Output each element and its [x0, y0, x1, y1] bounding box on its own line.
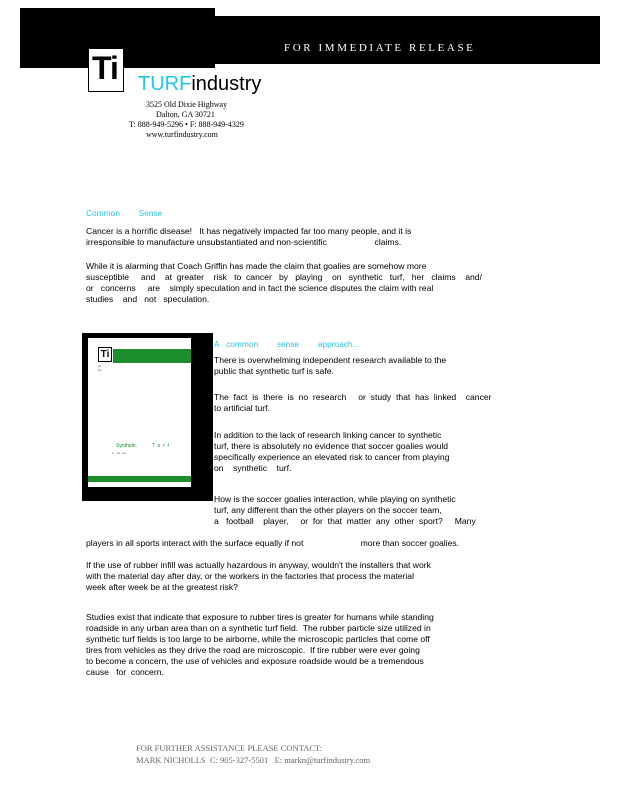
- text-line: turf, there is absolutely no evidence that soccer goalies would: [214, 441, 449, 451]
- paragraph: [86, 612, 526, 678]
- heading-common-sense-approach: A common sense approach...: [214, 339, 360, 349]
- text-line: The fact is there is no research or study that has linked cancer: [214, 392, 492, 402]
- paragraph: [214, 494, 534, 527]
- paragraph: [86, 261, 526, 305]
- text-line: with the material day after day, or the workers in the factories that process the material: [86, 571, 414, 581]
- text-line: studies and not speculation.: [86, 294, 210, 304]
- paragraph: [214, 355, 534, 377]
- brochure-caption: Synthetic T u r f: [116, 443, 169, 449]
- text-line: roadside in any urban area than on a synthetic turf field. The rubber particle size utilized in: [86, 623, 431, 633]
- text-line: or concerns are simply speculation and in fact the science disputes the claim with real: [86, 283, 434, 293]
- text-line: In addition to the lack of research linking cancer to synthetic: [214, 430, 442, 440]
- address-city: Dalton, GA 30721: [156, 110, 215, 119]
- text-line: players in all sports interact with the surface equally if not more than soccer goalies.: [86, 538, 460, 548]
- text-line: irresponsible to manufacture unsubstantiated and non-scientific claims.: [86, 237, 402, 247]
- logo-industry: industry: [191, 73, 262, 95]
- text-line: specifically experience an elevated risk to cancer from playing: [214, 452, 450, 462]
- logo-letters: Ti: [92, 50, 118, 86]
- text-line: While it is alarming that Coach Griffin has made the claim that goalies are somehow more: [86, 261, 427, 271]
- brochure-tiny-text: ▪▪▪ ▪▪▪: [98, 364, 102, 372]
- brochure-green-bar: [88, 476, 191, 482]
- text-line: susceptible and at greater risk to cancer by playing on synthetic turf, her claims and/: [86, 272, 482, 282]
- text-line: How is the soccer goalies interaction, while playing on synthetic: [214, 494, 456, 504]
- text-line: a football player, or for that matter any other sport? Many: [214, 516, 476, 526]
- paragraph: [214, 430, 534, 474]
- text-line: Studies exist that indicate that exposure to rubber tires is greater for humans while standing: [86, 612, 434, 622]
- paragraph: [86, 560, 526, 593]
- footer-contact-title: FOR FURTHER ASSISTANCE PLEASE CONTACT:: [136, 743, 323, 753]
- text-line: cause for concern.: [86, 667, 164, 677]
- footer-contact: [136, 742, 370, 766]
- paragraph: [214, 392, 534, 414]
- address-street: 3525 Old Dixie Highway: [146, 100, 228, 109]
- text-line: turf, any different than the other players on the soccer team,: [214, 505, 442, 515]
- heading-common-sense: Common Sense: [86, 208, 163, 218]
- brochure-tiny-text: ▪▪ ▪▪▪ ▪▪▪: [112, 451, 126, 455]
- text-line: to become a concern, the use of vehicles and exposure roadside would be a tremendous: [86, 656, 424, 666]
- text-line: tires from vehicles as they drive the road are microscopic. If tire rubber were ever going: [86, 645, 420, 655]
- address-phone: T: 888-949-5296 • F: 888-949-4329: [129, 120, 244, 129]
- banner-title: FOR IMMEDIATE RELEASE: [284, 42, 476, 54]
- paragraph: [86, 226, 526, 248]
- address-website: www.turfindustry.com: [146, 130, 218, 139]
- text-line: on synthetic turf.: [214, 463, 292, 473]
- paragraph-continuation: [86, 538, 526, 549]
- text-line: There is overwhelming independent research available to the: [214, 355, 447, 365]
- company-logo: [138, 72, 261, 96]
- text-line: If the use of rubber infill was actually hazardous in anyway, wouldn't the installers that work: [86, 560, 431, 570]
- text-line: synthetic turf fields is too large to be airborne, while the microscopic particles that come off: [86, 634, 430, 644]
- brochure-green-stripe: [113, 349, 191, 363]
- text-line: week after week be at the greatest risk?: [86, 582, 238, 592]
- logo-turf: TURF: [138, 73, 192, 95]
- text-line: to artificial turf.: [214, 403, 270, 413]
- text-line: public that synthetic turf is safe.: [214, 366, 334, 376]
- text-line: Cancer is a horrific disease! It has negatively impacted far too many people, and it is: [86, 226, 412, 236]
- brochure-logo-icon: Ti: [98, 347, 112, 362]
- footer-contact-details: MARK NICHOLLS C: 905-327-5501 E: markn@turfindustry.com: [136, 755, 371, 765]
